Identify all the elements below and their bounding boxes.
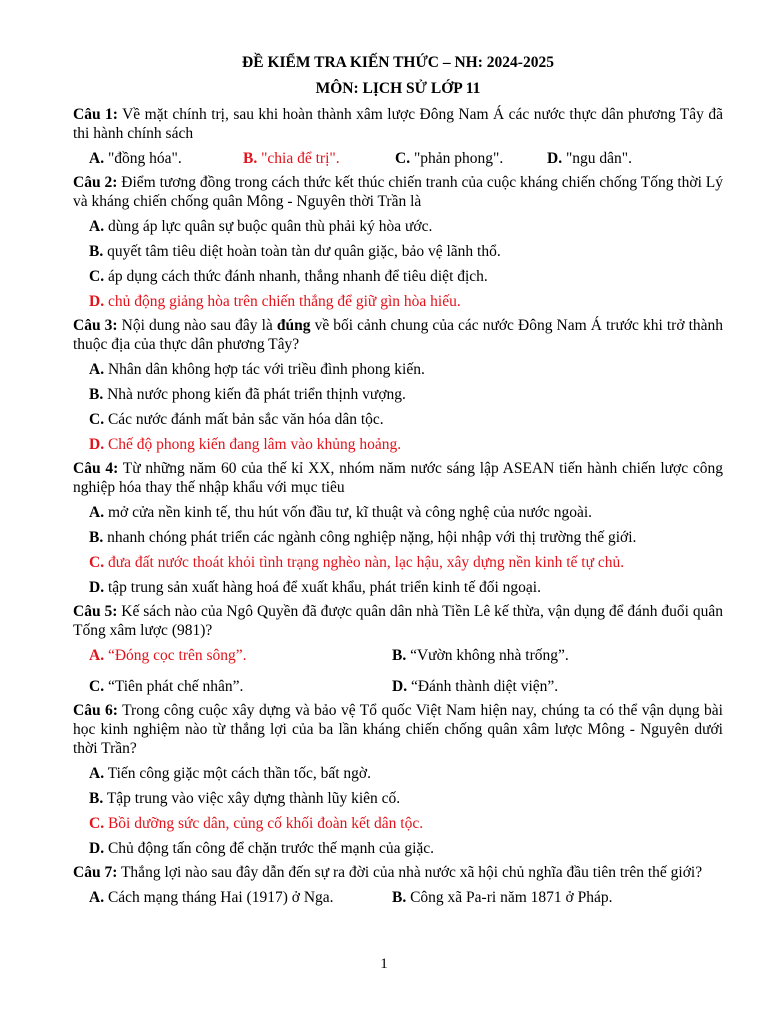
option-d[interactable]: D. Chủ động tấn công để chặn trước thế mạnh của giặc. [89, 840, 435, 857]
option-a[interactable]: A. Nhân dân không hợp tác với triều đình phong kiến. [89, 361, 425, 378]
option-a[interactable]: A. Tiến công giặc một cách thần tốc, bất ngờ. [89, 765, 371, 782]
question-label: Câu 1: [73, 106, 118, 123]
option-b[interactable]: B. Tập trung vào việc xây dựng thành lũy kiên cố. [89, 790, 401, 807]
option-d[interactable]: D. “Đánh thành diệt viện”. [392, 678, 559, 695]
option-c[interactable]: C. áp dụng cách thức đánh nhanh, thắng nhanh để tiêu diệt địch. [89, 268, 488, 285]
option-d-correct[interactable]: D. Chế độ phong kiến đang lâm vào khủng hoảng. [89, 436, 402, 453]
question-label: Câu 4: [73, 460, 119, 477]
option-d[interactable]: D. tập trung sản xuất hàng hoá để xuất khẩu, phát triển kinh tế đối ngoại. [89, 579, 541, 596]
option-b[interactable]: B. quyết tâm tiêu diệt hoàn toàn tàn dư quân giặc, bảo vệ lãnh thổ. [89, 243, 501, 260]
question-text: Từ những năm 60 của thế kỉ XX, nhóm năm nước sáng lập ASEAN tiến hành chiến lược công nghiệp hóa thay thế nhập khẩu với mục tiêu [73, 460, 723, 496]
options-row [73, 646, 723, 665]
option-a-correct[interactable]: A. “Đóng cọc trên sông”. [89, 647, 247, 664]
question-1 [73, 105, 723, 143]
question-label: Câu 3: [73, 317, 118, 334]
option-c[interactable]: C. “Tiên phát chế nhân”. [89, 678, 244, 695]
question-label: Câu 7: [73, 864, 118, 881]
option-d-correct[interactable]: D. chủ động giảng hòa trên chiến thắng để giữ gìn hòa hiếu. [89, 293, 461, 310]
option-b[interactable]: B. Nhà nước phong kiến đã phát triển thịnh vượng. [89, 386, 406, 403]
exam-page [73, 52, 723, 907]
question-label: Câu 2: [73, 174, 118, 191]
options-row [73, 149, 723, 168]
question-3: Câu 3: Nội dung nào sau đây là đúng về bối cảnh chung của các nước Đông Nam Á trước khi trở thành thuộc địa của thực dân phương Tây? [73, 317, 724, 353]
exam-title: ĐỀ KIỂM TRA KIẾN THỨC – NH: 2024-2025 [242, 54, 554, 71]
question-6 [73, 701, 723, 758]
question-text: Điểm tương đồng trong cách thức kết thúc chiến tranh của cuộc kháng chiến chống Tống thời Lý và kháng chiến chống quân Mông - Nguyên thời Trần là [73, 174, 723, 210]
question-label: Câu 6: [73, 702, 118, 719]
option-c[interactable]: C. "phản phong". [395, 150, 504, 167]
option-a[interactable]: A. dùng áp lực quân sự buộc quân thù phải ký hòa ước. [89, 218, 433, 235]
option-b[interactable]: B. “Vườn không nhà trống”. [392, 647, 569, 664]
option-a[interactable]: A. mở cửa nền kinh tế, thu hút vốn đầu tư, kĩ thuật và công nghệ của nước ngoài. [89, 504, 593, 521]
question-2 [73, 173, 723, 211]
page-number: 1 [380, 956, 388, 972]
emphasis-word: đúng [276, 317, 311, 334]
question-text: Trong công cuộc xây dựng và bảo vệ Tổ quốc Việt Nam hiện nay, chúng ta có thể vận dụng bài học kinh nghiệm nào từ thắng lợi của ba lần kháng chiến chống quân xâm lược Mông - Nguyên dưới thời Trần? [73, 702, 723, 757]
option-a[interactable]: A. Cách mạng tháng Hai (1917) ở Nga. [89, 889, 334, 906]
question-7 [73, 863, 723, 882]
options-row [73, 888, 723, 907]
option-c[interactable]: C. Các nước đánh mất bản sắc văn hóa dân tộc. [89, 411, 384, 428]
question-text: Thắng lợi nào sau đây dẫn đến sự ra đời của nhà nước xã hội chủ nghĩa đầu tiên trên thế giới? [120, 864, 703, 881]
option-d[interactable]: D. "ngu dân". [547, 150, 632, 167]
options-row [73, 677, 723, 696]
option-b-correct[interactable]: B. "chia để trị". [243, 150, 340, 167]
option-b[interactable]: B. Công xã Pa-ri năm 1871 ở Pháp. [392, 889, 613, 906]
option-c-correct[interactable]: C. đưa đất nước thoát khỏi tình trạng nghèo nàn, lạc hậu, xây dựng nền kinh tế tự chủ. [89, 554, 625, 571]
option-a[interactable]: A. "đồng hóa". [89, 150, 182, 167]
question-5 [73, 602, 723, 640]
question-text: Kế sách nào của Ngô Quyền đã được quân dân nhà Tiền Lê kế thừa, vận dụng để đánh đuổi quân Tống xâm lược (981)? [73, 603, 724, 639]
option-b[interactable]: B. nhanh chóng phát triển các ngành công nghiệp nặng, hội nhập với thị trường thế giới. [89, 529, 637, 546]
subject-title: MÔN: LỊCH SỬ LỚP 11 [315, 80, 481, 97]
option-c-correct[interactable]: C. Bồi dưỡng sức dân, củng cố khối đoàn kết dân tộc. [89, 815, 424, 832]
question-text: Về mặt chính trị, sau khi hoàn thành xâm lược Đông Nam Á các nước thực dân phương Tây đã thi hành chính sách [73, 106, 723, 142]
question-4 [73, 459, 723, 497]
question-label: Câu 5: [73, 603, 118, 620]
